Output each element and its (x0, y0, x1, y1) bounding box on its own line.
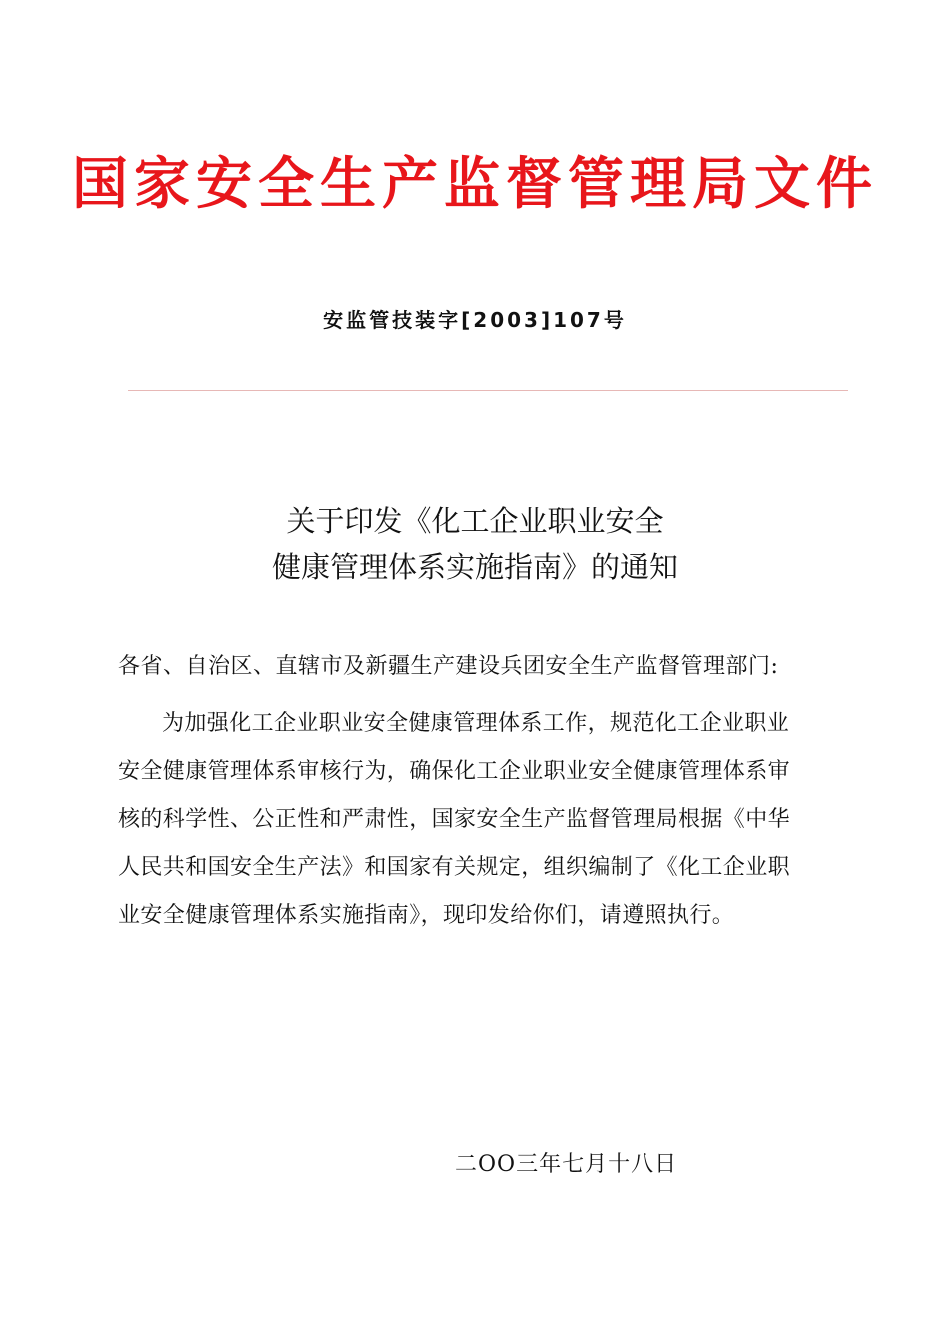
body-line: 安全健康管理体系审核行为，确保化工企业职业安全健康管理体系审 (118, 759, 791, 784)
body-paragraph (118, 700, 838, 940)
notice-title-line-2: 健康管理体系实施指南》的通知 (271, 550, 678, 584)
notice-title-line-1: 关于印发《化工企业职业安全 (286, 504, 664, 538)
document-number: 安监管技装字[2003]107号 (323, 308, 627, 332)
header-divider (128, 390, 848, 391)
salutation: 各省、自治区、直辖市及新疆生产建设兵团安全生产监督管理部门: (118, 654, 779, 679)
issue-date: 二OO三年七月十八日 (455, 1152, 678, 1177)
body-line: 为加强化工企业职业安全健康管理体系工作，规范化工企业职业 (162, 711, 790, 736)
body-line: 业安全健康管理体系实施指南》，现印发给你们，请遵照执行。 (118, 903, 735, 928)
body-line: 人民共和国安全生产法》和国家有关规定，组织编制了《化工企业职 (118, 855, 791, 880)
agency-header: 国家安全生产监督管理局文件 (72, 152, 878, 217)
notice-title (0, 498, 950, 590)
body-line: 核的科学性、公正性和严肃性，国家安全生产监督管理局根据《中华 (118, 807, 791, 832)
